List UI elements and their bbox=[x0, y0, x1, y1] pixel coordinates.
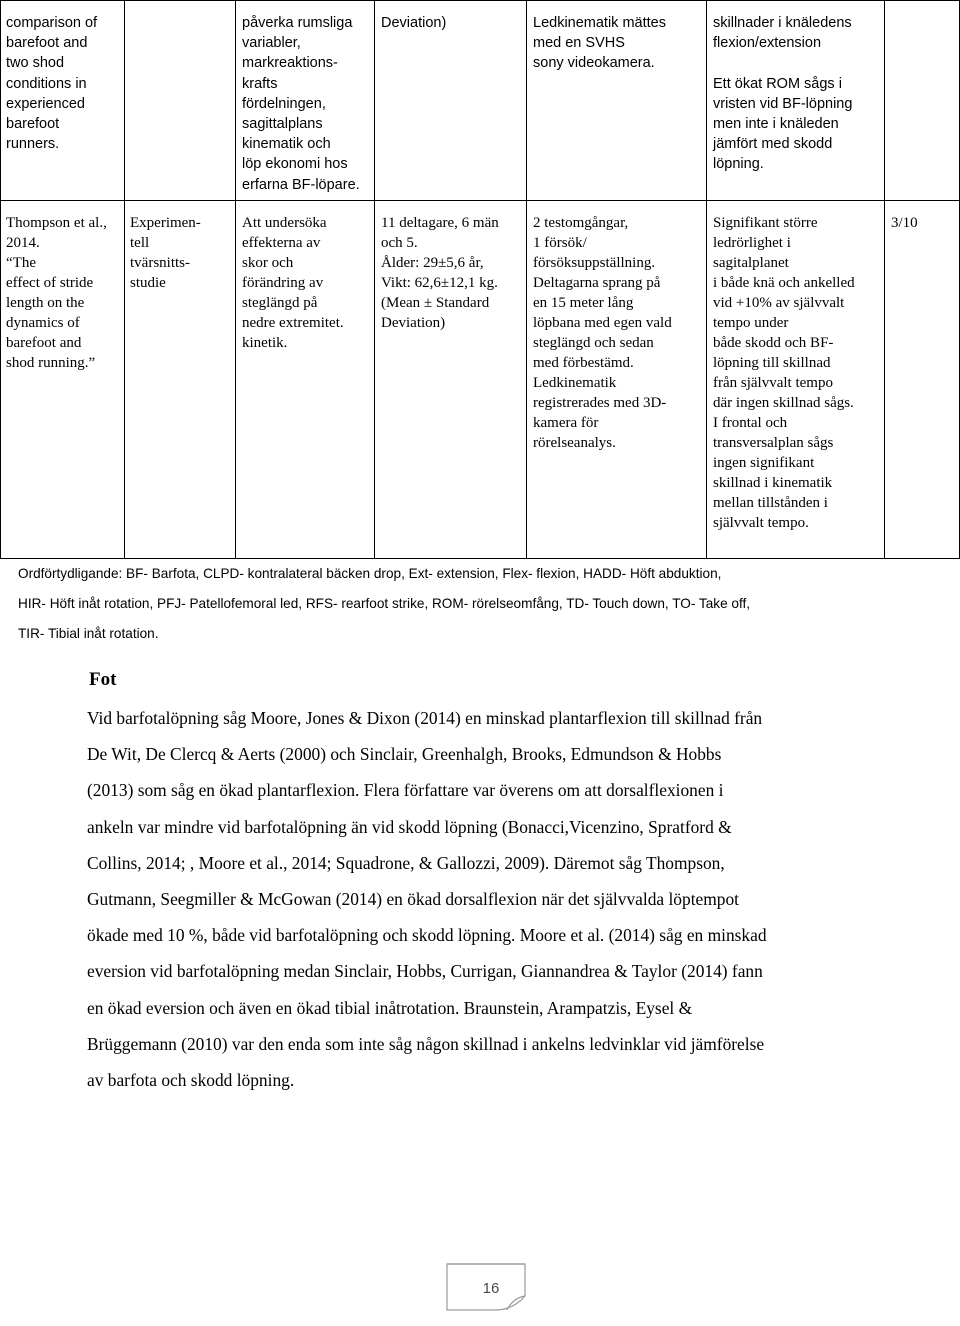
column-divider bbox=[0, 0, 1, 559]
literature-table bbox=[0, 0, 960, 559]
row-quality-score-cell: 3/10 bbox=[891, 215, 918, 231]
column-divider bbox=[526, 0, 527, 559]
row-divider bbox=[0, 200, 960, 201]
page-number-badge bbox=[441, 1260, 533, 1314]
column-divider bbox=[235, 0, 236, 559]
prev-row-participants-cell: Deviation) bbox=[381, 15, 447, 31]
paragraph-line: De Wit, De Clercq & Aerts (2000) och Sinclair, Greenhalgh, Brooks, Edmundson & Hobbs bbox=[87, 744, 722, 765]
row-method-cell: 2 testomgångar, 1 försök/ försöksuppställning. Deltagarna sprang på en 15 meter lång löpbana med egen vald steglängd och sedan med förbestämd. Ledkinematik registrerades med 3D- kamera för rörelseanalys. bbox=[533, 215, 672, 451]
paragraph-line: ankeln var mindre vid barfotalöpning än vid skodd löpning (Bonacci,Vicenzino, Spratford & bbox=[87, 816, 732, 837]
prev-row-method-cell: Ledkinematik mättes med en SVHS sony videokamera. bbox=[533, 15, 666, 72]
row-results-cell: Signifikant större ledrörlighet i sagitalplanet i både knä och ankelled vid +10% av självvalt tempo under både skodd och BF- löpning till skillnad från självvalt tempo där ingen skillnad sågs. I frontal och transversalplan sågs ingen signifikant skillnad i kinematik mellan tillstånden i självvalt tempo. bbox=[713, 215, 855, 531]
paragraph-line: (2013) som såg en ökad plantarflexion. Flera författare var överens om att dorsalflexionen i bbox=[87, 780, 724, 801]
row-title-cell: Thompson et al., 2014. “The effect of stride length on the dynamics of barefoot and shod running.” bbox=[6, 215, 107, 371]
row-design-cell: Experimen- tell tvärsnitts- studie bbox=[130, 215, 201, 291]
paragraph-line: Collins, 2014; , Moore et al., 2014; Squadrone, & Gallozzi, 2009). Däremot såg Thompson, bbox=[87, 852, 725, 873]
row-participants-cell: 11 deltagare, 6 män och 5. Ålder: 29±5,6 år, Vikt: 62,6±12,1 kg. (Mean ± Standard Deviation) bbox=[381, 215, 499, 331]
paragraph-line: en ökad eversion och även en ökad tibial inåtrotation. Braunstein, Arampatzis, Eysel & bbox=[87, 997, 693, 1018]
section-heading: Fot bbox=[89, 669, 117, 690]
paragraph-line: av barfota och skodd löpning. bbox=[87, 1070, 295, 1091]
column-divider bbox=[884, 0, 885, 559]
column-divider bbox=[706, 0, 707, 559]
glossary-line: TIR- Tibial inåt rotation. bbox=[18, 626, 159, 641]
prev-row-aim-cell: påverka rumsliga variabler, markreaktions- krafts fördelningen, sagittalplans kinematik och löp ekonomi hos erfarna BF-löpare. bbox=[242, 15, 360, 193]
row-aim-cell: Att undersöka effekterna av skor och förändring av steglängd på nedre extremitet. kinetik. bbox=[242, 215, 344, 351]
column-divider bbox=[374, 0, 375, 559]
page-number: 16 bbox=[482, 1280, 500, 1297]
paragraph-line: eversion vid barfotalöpning medan Sinclair, Hobbs, Currigan, Giannandrea & Taylor (2014) fann bbox=[87, 961, 763, 982]
prev-row-title-cell: comparison of barefoot and two shod conditions in experienced barefoot runners. bbox=[6, 15, 98, 153]
prev-row-results-cell: skillnader i knäledens flexion/extension Ett ökat ROM sågs i vristen vid BF-löpning men inte i knäleden jämfört med skodd löpning. bbox=[713, 15, 853, 173]
paragraph-line: Gutmann, Seegmiller & McGowan (2014) en ökad dorsalflexion när det självvalda löptempot bbox=[87, 889, 739, 910]
section-paragraph bbox=[87, 700, 917, 1098]
glossary-line: HIR- Höft inåt rotation, PFJ- Patellofemoral led, RFS- rearfoot strike, ROM- rörelseomfång, TD- Touch down, TO- Take off, bbox=[18, 596, 751, 611]
glossary-line: Ordförtydligande: BF- Barfota, CLPD- kontralateral bäcken drop, Ext- extension, Flex- flexion, HADD- Höft abduktion, bbox=[18, 566, 722, 581]
paragraph-line: Brüggemann (2010) var den enda som inte såg någon skillnad i ankelns ledvinklar vid jämförelse bbox=[87, 1033, 765, 1054]
abbreviation-glossary bbox=[18, 559, 938, 649]
paragraph-line: ökade med 10 %, både vid barfotalöpning och skodd löpning. Moore et al. (2014) såg en minskad bbox=[87, 925, 767, 946]
table-top-border bbox=[0, 0, 960, 1]
paragraph-line: Vid barfotalöpning såg Moore, Jones & Dixon (2014) en minskad plantarflexion till skillnad från bbox=[87, 708, 763, 728]
